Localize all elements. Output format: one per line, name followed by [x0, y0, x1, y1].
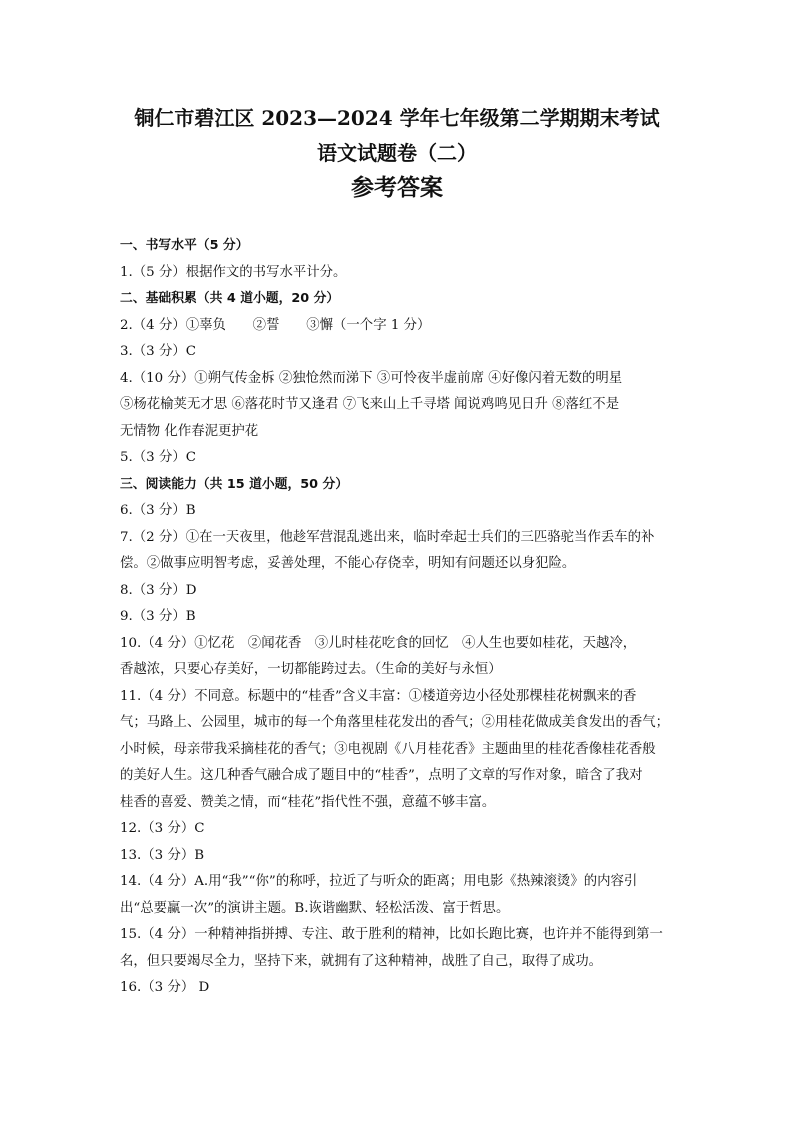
- answer-line: 10.（4 分）①忆花 ②闻花香 ③儿时桂花吃食的回忆 ④人生也要如桂花，天越冷，: [120, 635, 637, 651]
- answer-line: 5.（3 分）C: [120, 450, 196, 465]
- answer-line: 7.（2 分）①在一天夜里，他趁军营混乱逃出来，临时牵起士兵们的三匹骆驼当作丢车的补: [120, 529, 655, 545]
- answer-body: [120, 233, 680, 1002]
- section-heading-reading: 三、阅读能力（共 15 道小题，50 分）: [120, 476, 349, 492]
- answer-line: 11.（4 分）不同意。标题中的“桂香”含义丰富：①楼道旁边小径处那棵桂花树飘来的香: [120, 688, 637, 704]
- answer-line: 1.（5 分）根据作文的书写水平计分。: [120, 264, 347, 280]
- answer-line: 13.（3 分）B: [120, 847, 205, 863]
- answer-line: 15.（4 分）一种精神指拼搏、专注、敢于胜利的精神，比如长跑比赛，也许并不能得到第一: [120, 927, 663, 942]
- answer-line: 的美好人生。这几种香气融合成了题目中的“桂香”，点明了文章的写作对象，暗含了我对: [120, 768, 643, 783]
- answer-line: 12.（3 分）C: [120, 821, 205, 836]
- section-heading-basics: 二、基础积累（共 4 道小题，20 分）: [120, 291, 340, 306]
- exam-subtitle: 语文试题卷（二）: [317, 141, 477, 165]
- answer-line: 14.（4 分）A.用“我”“你”的称呼，拉近了与听众的距离；用电影《热辣滚烫》的内容引: [120, 874, 638, 889]
- answer-line: 小时候，母亲带我采摘桂花的香气；③电视剧《八月桂花香》主题曲里的桂花香像桂花香般: [120, 741, 656, 757]
- section-heading-writing: 一、书写水平（5 分）: [120, 238, 249, 253]
- answer-line: 名，但只要竭尽全力，坚持下来，就拥有了这种精神，战胜了自己，取得了成功。: [120, 953, 603, 969]
- answer-heading: 参考答案: [351, 174, 443, 201]
- answer-line: 香越浓，只要心存美好，一切都能跨过去。（生命的美好与永恒）: [120, 662, 502, 677]
- exam-title: 铜仁市碧江区 2023—2024 学年七年级第二学期期末考试: [134, 106, 660, 130]
- answer-line: 无情物 化作春泥更护花: [120, 423, 259, 439]
- answer-line: 桂香的喜爱、赞美之情，而“桂花”指代性不强，意蕴不够丰富。: [120, 794, 496, 810]
- answer-line: 偿。②做事应明智考虑，妥善处理，不能心存侥幸，明知有问题还以身犯险。: [120, 556, 576, 571]
- answer-line: 16.（3 分） D: [120, 980, 210, 995]
- answer-line: ⑤杨花榆荚无才思 ⑥落花时节又逢君 ⑦飞来山上千寻塔 闻说鸡鸣见日升 ⑧落红不是: [120, 397, 620, 412]
- answer-line: 6.（3 分）B: [120, 503, 196, 518]
- answer-line: 3.（3 分）C: [120, 344, 196, 359]
- answer-line: 9.（3 分）B: [120, 609, 196, 624]
- answer-line: 2.（4 分）①辜负 ②誓 ③懈（一个字 1 分）: [120, 317, 431, 333]
- answer-line: 4.（10 分）①朔气传金柝 ②独怆然而涕下 ③可怜夜半虚前席 ④好像闪着无数的明星: [120, 370, 623, 386]
- answer-line: 气；马路上、公园里，城市的每一个角落里桂花发出的香气；②用桂花做成美食发出的香气；: [120, 715, 670, 730]
- answer-line: 出“总要赢一次”的演讲主题。B.诙谐幽默、轻松活泼、富于哲思。: [120, 900, 510, 916]
- answer-line: 8.（3 分）D: [120, 582, 197, 598]
